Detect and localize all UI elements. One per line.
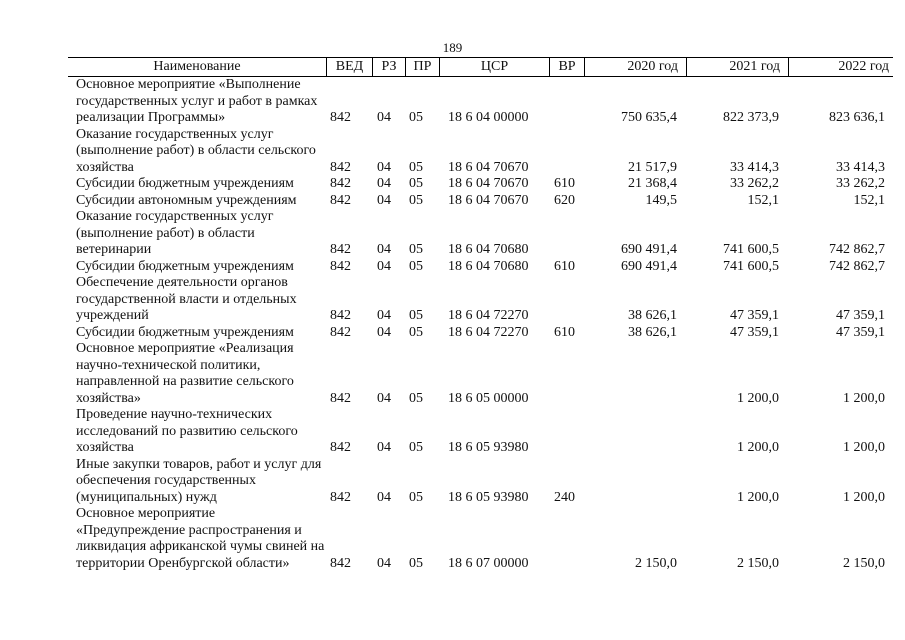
header-2020: 2020 год (584, 58, 686, 76)
table-row (68, 193, 893, 210)
row-2022: 1 200,0 (843, 440, 885, 455)
row-2020: 149,5 (645, 192, 677, 208)
row-pr: 05 (409, 192, 423, 208)
row-name: Основное мероприятие «Предупреждение распространения и ликвидация африканской чумы свиней на территории Оренбургской области» (76, 506, 325, 571)
budget-table (68, 57, 893, 572)
header-pr: ПР (405, 58, 439, 76)
row-2020: 21 368,4 (628, 176, 677, 191)
row-2021: 47 359,1 (730, 308, 779, 323)
row-2021: 2 150,0 (737, 555, 779, 571)
row-ved: 842 (330, 324, 351, 340)
row-vr: 240 (554, 489, 575, 505)
table-row (68, 275, 893, 325)
row-2022: 33 414,3 (836, 159, 885, 175)
row-rz: 04 (377, 242, 391, 257)
row-rz: 04 (377, 192, 391, 208)
row-2022: 1 200,0 (843, 390, 885, 406)
table-row (68, 325, 893, 342)
row-2021: 33 414,3 (730, 159, 779, 175)
row-csr: 18 6 05 00000 (448, 390, 529, 406)
row-vr: 610 (554, 176, 575, 191)
row-ved: 842 (330, 110, 351, 125)
row-pr: 05 (409, 440, 423, 455)
row-2021: 1 200,0 (737, 489, 779, 505)
row-2021: 1 200,0 (737, 440, 779, 455)
table-row (68, 506, 893, 572)
row-2021: 47 359,1 (730, 324, 779, 340)
table-row (68, 176, 893, 193)
row-2020: 690 491,4 (621, 258, 677, 274)
table-header (68, 57, 893, 77)
row-csr: 18 6 04 70680 (448, 242, 529, 257)
header-rz: РЗ (372, 58, 405, 76)
row-2022: 742 862,7 (829, 242, 885, 257)
row-ved: 842 (330, 390, 351, 406)
row-ved: 842 (330, 192, 351, 208)
row-rz: 04 (377, 440, 391, 455)
page-number: 189 (442, 40, 463, 55)
row-pr: 05 (409, 324, 423, 340)
row-2022: 823 636,1 (829, 110, 885, 125)
row-name: Основное мероприятие «Выполнение государственных услуг и работ в рамках реализации Программы» (76, 77, 318, 125)
table-row (68, 77, 893, 127)
row-rz: 04 (377, 324, 391, 340)
row-pr: 05 (409, 308, 423, 323)
row-ved: 842 (330, 258, 351, 274)
row-2022: 33 262,2 (836, 176, 885, 191)
row-name: Иные закупки товаров, работ и услуг для обеспечения государственных (муниципальных) нужд (76, 456, 322, 505)
row-name: Субсидии бюджетным учреждениям (76, 324, 294, 340)
row-csr: 18 6 04 70670 (448, 159, 529, 175)
row-2020: 750 635,4 (621, 110, 677, 125)
row-csr: 18 6 07 00000 (448, 555, 529, 571)
table-body (68, 77, 893, 572)
row-rz: 04 (377, 555, 391, 571)
row-pr: 05 (409, 489, 423, 505)
header-vr: ВР (549, 58, 584, 76)
row-rz: 04 (377, 489, 391, 505)
row-rz: 04 (377, 176, 391, 191)
row-2022: 47 359,1 (836, 308, 885, 323)
row-csr: 18 6 05 93980 (448, 440, 529, 455)
row-vr: 610 (554, 324, 575, 340)
row-2020: 38 626,1 (628, 324, 677, 340)
row-csr: 18 6 04 72270 (448, 324, 529, 340)
row-ved: 842 (330, 308, 351, 323)
row-name: Обеспечение деятельности органов государственной власти и отдельных учреждений (76, 275, 297, 323)
row-2021: 741 600,5 (723, 242, 779, 257)
row-2022: 742 862,7 (829, 258, 885, 274)
row-ved: 842 (330, 159, 351, 175)
table-row (68, 127, 893, 177)
row-rz: 04 (377, 258, 391, 274)
table-row (68, 259, 893, 276)
row-pr: 05 (409, 555, 423, 571)
row-rz: 04 (377, 159, 391, 175)
row-name: Субсидии бюджетным учреждениям (76, 176, 294, 191)
row-csr: 18 6 04 72270 (448, 308, 529, 323)
row-2022: 47 359,1 (836, 324, 885, 340)
row-csr: 18 6 04 70680 (448, 258, 529, 274)
table-row (68, 209, 893, 259)
row-pr: 05 (409, 110, 423, 125)
row-rz: 04 (377, 110, 391, 125)
row-ved: 842 (330, 242, 351, 257)
table-row (68, 407, 893, 457)
row-2022: 152,1 (853, 192, 885, 208)
row-pr: 05 (409, 390, 423, 406)
row-2020: 690 491,4 (621, 242, 677, 257)
row-rz: 04 (377, 390, 391, 406)
row-name: Субсидии бюджетным учреждениям (76, 258, 294, 274)
row-csr: 18 6 04 70670 (448, 192, 529, 208)
header-ved: ВЕД (326, 58, 372, 76)
row-ved: 842 (330, 489, 351, 505)
row-ved: 842 (330, 440, 351, 455)
row-ved: 842 (330, 176, 351, 191)
row-pr: 05 (409, 242, 423, 257)
header-2021: 2021 год (686, 58, 788, 76)
row-rz: 04 (377, 308, 391, 323)
header-name: Наименование (153, 59, 241, 74)
row-2022: 1 200,0 (843, 489, 885, 505)
header-csr: ЦСР (439, 58, 549, 76)
row-2020: 21 517,9 (628, 159, 677, 175)
row-ved: 842 (330, 555, 351, 571)
row-pr: 05 (409, 258, 423, 274)
row-2020: 2 150,0 (635, 555, 677, 571)
row-2020: 38 626,1 (628, 308, 677, 323)
table-row (68, 341, 893, 407)
row-2021: 1 200,0 (737, 390, 779, 406)
row-csr: 18 6 04 70670 (448, 176, 529, 191)
row-csr: 18 6 04 00000 (448, 110, 529, 125)
row-csr: 18 6 05 93980 (448, 489, 529, 505)
row-pr: 05 (409, 159, 423, 175)
row-name: Субсидии автономным учреждениям (76, 192, 297, 208)
row-vr: 610 (554, 258, 575, 274)
row-name: Оказание государственных услуг (выполнение работ) в области сельского хозяйства (76, 126, 316, 175)
row-2022: 2 150,0 (843, 555, 885, 571)
row-2021: 822 373,9 (723, 110, 779, 125)
row-vr: 620 (554, 192, 575, 208)
table-row (68, 457, 893, 507)
row-pr: 05 (409, 176, 423, 191)
row-name: Проведение научно-технических исследований по развитию сельского хозяйства (76, 407, 298, 455)
row-name: Оказание государственных услуг (выполнение работ) в области ветеринарии (76, 209, 274, 257)
row-name: Основное мероприятие «Реализация научно-технической политики, направленной на развитие сельского хозяйства» (76, 341, 294, 406)
row-2021: 33 262,2 (730, 176, 779, 191)
row-2021: 741 600,5 (723, 258, 779, 274)
header-2022: 2022 год (788, 58, 893, 76)
row-2021: 152,1 (747, 192, 779, 208)
